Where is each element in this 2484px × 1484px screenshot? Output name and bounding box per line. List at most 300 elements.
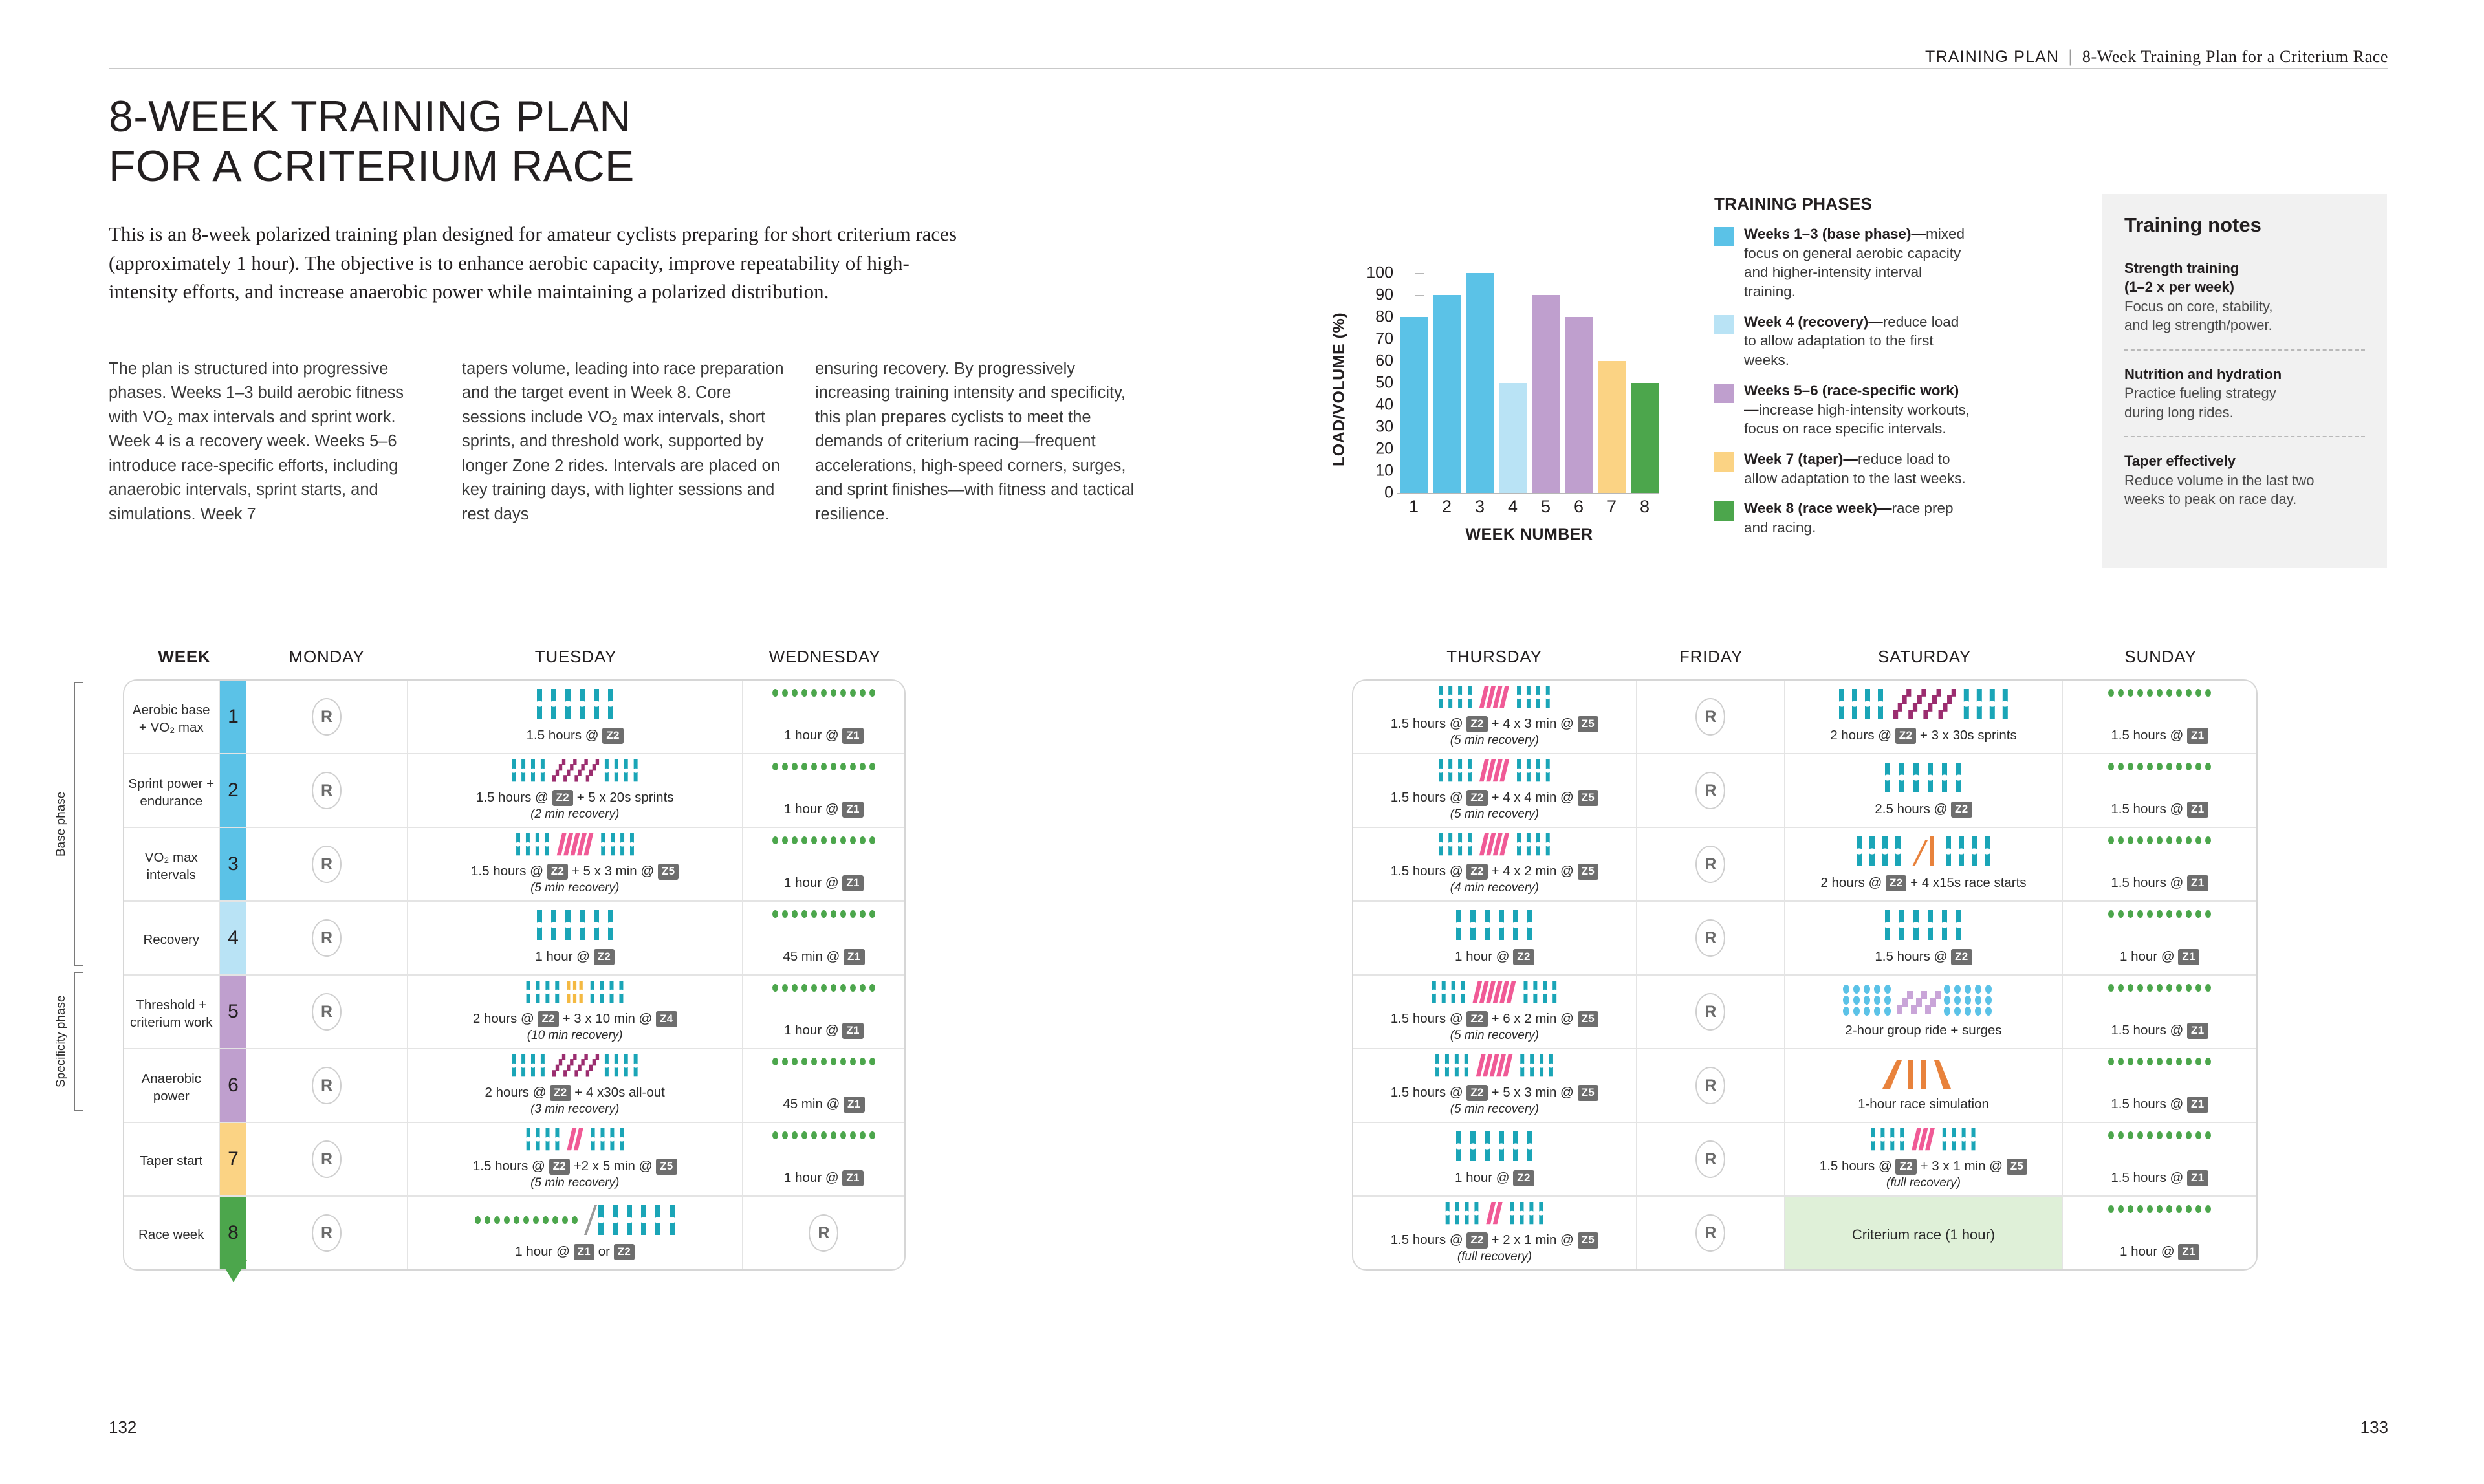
- zone-badge: Z5: [658, 864, 679, 880]
- running-head-title: 8-Week Training Plan for a Criterium Race: [2082, 47, 2388, 66]
- rest-day-marker: R: [312, 846, 342, 883]
- day-header-sunday: SUNDAY: [2124, 647, 2197, 666]
- cell-recovery-note: (full recovery): [1457, 1250, 1532, 1263]
- week-focus-cell: [124, 1197, 220, 1269]
- week-number-label: 6: [228, 1075, 239, 1096]
- note-heading: Taper effectively: [2124, 453, 2236, 470]
- cell-recovery-note: (5 min recovery): [530, 881, 620, 895]
- schedule-cell[interactable]: [2063, 902, 2256, 974]
- cell-description: 1.5 hours @ Z2 + 6 x 2 min @ Z5: [1391, 1010, 1598, 1027]
- note-heading: Strength training (1–2 x per week): [2124, 260, 2239, 296]
- cell-description: 1 hour @ Z2: [535, 948, 615, 965]
- zone-badge: Z2: [1895, 1159, 1916, 1175]
- cell-recovery-note: (2 min recovery): [530, 807, 620, 821]
- page-number-right: 133: [2360, 1417, 2388, 1437]
- workout-sparkline: [1885, 910, 1961, 944]
- legend-color-swatch: [1714, 384, 1734, 403]
- week-number-label: 8: [228, 1222, 239, 1243]
- zone-badge: Z2: [1895, 728, 1916, 744]
- cell-description: 1.5 hours @ Z1: [2111, 1170, 2208, 1186]
- zone-badge: Z5: [2007, 1159, 2027, 1175]
- note-body: Reduce volume in the last two weeks to peak on race day.: [2124, 472, 2315, 508]
- workout-sparkline: [1420, 833, 1569, 858]
- legend-item-text: Week 4 (recovery)—reduce load to allow adaptation to the first weeks.: [1744, 313, 1959, 369]
- day-header-monday: MONDAY: [289, 647, 365, 666]
- schedule-cell[interactable]: [2063, 681, 2256, 753]
- legend-item-text: Weeks 1–3 (base phase)—mixed focus on general aerobic capacity and higher-intensity interval training.: [1744, 226, 1965, 300]
- day-header-thursday: THURSDAY: [1446, 647, 1542, 666]
- schedule-cell[interactable]: [1637, 976, 1785, 1048]
- table-row: [1353, 1049, 2256, 1123]
- workout-sparkline: [496, 833, 654, 858]
- workout-sparkline: [772, 1058, 875, 1091]
- zone-badge: Z1: [2187, 728, 2208, 744]
- week-focus-cell: [124, 1049, 220, 1122]
- cell-recovery-note: (full recovery): [1886, 1176, 1961, 1190]
- legend-color-swatch: [1714, 452, 1734, 472]
- schedule-cell[interactable]: [1637, 902, 1785, 974]
- page-number-left: 132: [109, 1417, 137, 1437]
- schedule-cell[interactable]: [1353, 1123, 1637, 1195]
- cell-recovery-note: (5 min recovery): [1450, 1102, 1539, 1116]
- chart-y-tick: 50: [1375, 373, 1393, 392]
- schedule-cell[interactable]: [246, 1197, 408, 1269]
- page-title-line1: 8-WEEK TRAINING PLAN: [109, 92, 631, 141]
- schedule-cell[interactable]: [1637, 681, 1785, 753]
- zone-badge: Z4: [656, 1011, 677, 1027]
- chart-x-tick-label: 3: [1474, 497, 1485, 516]
- workout-sparkline: [772, 836, 875, 870]
- week-number-label: 1: [228, 706, 239, 727]
- phase-bracket: [74, 972, 75, 1111]
- week-number-cell: [220, 754, 247, 827]
- zone-badge: Z2: [538, 1011, 558, 1027]
- cell-recovery-note: (5 min recovery): [1450, 734, 1539, 747]
- note-heading: Nutrition and hydration: [2124, 366, 2282, 382]
- zone-badge: Z1: [844, 949, 864, 965]
- body-column-1: The plan is structured into progressive phases. Weeks 1–3 build aerobic fitness with $VO_2$ max intervals and sprint work. Week 4 is a recovery week. Weeks 5–6 introduce race-specific efforts, including anaerobic intervals, sprint starts, and simulations. Week 7: [109, 360, 404, 523]
- training-notes-list: [2124, 259, 2365, 509]
- phase-bracket: [74, 682, 75, 966]
- schedule-cell[interactable]: [2063, 976, 2256, 1048]
- workout-sparkline: [1839, 689, 2008, 723]
- schedule-grid-right: [1352, 679, 2258, 1271]
- schedule-cell[interactable]: [408, 754, 743, 827]
- zone-badge: Z2: [1886, 875, 1906, 891]
- workout-sparkline: [1853, 1128, 1993, 1153]
- training-phases-legend: [1714, 194, 1973, 549]
- zone-badge: Z2: [1466, 1232, 1487, 1249]
- zone-badge: Z1: [842, 728, 863, 744]
- page-title: [109, 92, 635, 191]
- chart-bar: [1631, 383, 1659, 493]
- schedule-cell[interactable]: [743, 1197, 904, 1269]
- schedule-cell[interactable]: [743, 754, 904, 827]
- zone-badge: Z1: [844, 1097, 864, 1113]
- schedule-cell[interactable]: [1637, 1049, 1785, 1122]
- workout-sparkline: [772, 763, 875, 796]
- zone-badge: Z2: [1466, 716, 1487, 732]
- zone-badge: Z5: [656, 1159, 677, 1175]
- schedule-cell[interactable]: [1353, 828, 1637, 900]
- chart-y-tick: 70: [1375, 329, 1393, 348]
- schedule-cell[interactable]: [246, 976, 408, 1048]
- zone-badge: Z2: [602, 728, 623, 744]
- chart-x-tick-label: 1: [1408, 497, 1419, 516]
- chart-x-tick-label: 6: [1573, 497, 1584, 516]
- table-row: [1353, 902, 2256, 976]
- zone-badge: Z1: [2187, 1097, 2208, 1113]
- chart-y-tick: 40: [1375, 395, 1393, 414]
- cell-description: 1.5 hours @ Z2 + 5 x 3 min @ Z5: [1391, 1084, 1598, 1101]
- body-column-3: ensuring recovery. By progressively increasing training intensity and specificity, this plan prepares cyclists to meet the demands of criterium racing—frequent accelerations, high-speed corners, surges, and sprint finishes—with fitness and tactical resilience.: [815, 360, 1135, 523]
- schedule-cell[interactable]: [743, 1049, 904, 1122]
- week-number-label: 5: [228, 1001, 239, 1022]
- week-focus-cell: [124, 681, 220, 753]
- zone-badge: Z2: [1513, 1170, 1534, 1186]
- cell-description: 1 hour @ Z1: [784, 727, 864, 744]
- chart-y-tick: 0: [1384, 483, 1393, 502]
- week-focus-label: VO₂ max intervals: [144, 850, 198, 882]
- cell-description: 1.5 hours @ Z2 + 5 x 3 min @ Z5: [471, 863, 679, 880]
- schedule-cell[interactable]: [246, 902, 408, 974]
- legend-item: [1714, 499, 1973, 537]
- body-column-2: tapers volume, leading into race preparation and the target event in Week 8. Core sessions include $VO_2$ max intervals, short sprints, and threshold work, supported by longer Zone 2 rides. Intervals are placed on key training days, with lighter sessions and rest days: [462, 360, 784, 523]
- workout-sparkline: [1415, 1054, 1573, 1080]
- table-row: [124, 681, 904, 754]
- week-number-label: 3: [228, 853, 239, 875]
- legend-item-list: [1714, 224, 1973, 538]
- zone-badge: Z1: [2178, 1244, 2199, 1260]
- zone-badge: Z2: [1466, 1085, 1487, 1101]
- chart-x-axis-line: [1397, 493, 1659, 494]
- schedule-cell[interactable]: [743, 1123, 904, 1195]
- rest-day-marker: R: [1695, 1067, 1725, 1104]
- schedule-cell[interactable]: [2063, 1197, 2256, 1269]
- table-row: [1353, 1197, 2256, 1269]
- chart-y-tick: 100: [1366, 263, 1393, 282]
- schedule-cell[interactable]: [2063, 1123, 2256, 1195]
- workout-sparkline: [1429, 1202, 1560, 1227]
- schedule-cell[interactable]: [2063, 1049, 2256, 1122]
- day-header-row-left: [123, 647, 1168, 679]
- workout-sparkline: [2108, 1058, 2211, 1091]
- note-divider: [2124, 436, 2365, 437]
- cell-description: 2 hours @ Z2 + 4 x15s race starts: [1820, 875, 2027, 891]
- workout-sparkline: [1875, 1058, 1972, 1091]
- workout-sparkline: [1885, 763, 1961, 796]
- running-head-separator: |: [2068, 47, 2073, 66]
- legend-color-swatch: [1714, 315, 1734, 334]
- chart-y-tick: 80: [1375, 307, 1393, 326]
- schedule-cell[interactable]: [1785, 1123, 2063, 1195]
- chart-bar: [1598, 361, 1626, 493]
- legend-item: [1714, 450, 1973, 488]
- schedule-cell[interactable]: [1353, 902, 1637, 974]
- cell-description: 1.5 hours @ Z1: [2111, 727, 2208, 744]
- workout-sparkline: [537, 689, 613, 723]
- chart-y-tick: 90: [1375, 285, 1393, 304]
- schedule-cell[interactable]: [408, 1197, 743, 1269]
- schedule-cell[interactable]: [1637, 1197, 1785, 1269]
- workout-sparkline: [537, 910, 613, 944]
- rest-day-marker: R: [1695, 919, 1725, 957]
- legend-color-swatch: [1714, 501, 1734, 521]
- rest-day-marker: R: [1695, 846, 1725, 883]
- zone-badge: Z2: [549, 1159, 570, 1175]
- legend-item: [1714, 381, 1973, 439]
- zone-badge: Z1: [2187, 802, 2208, 818]
- schedule-cell[interactable]: [1353, 754, 1637, 827]
- week-focus-label: Aerobic base + VO₂ max: [132, 703, 210, 735]
- table-row: [124, 976, 904, 1049]
- schedule-cell[interactable]: [743, 902, 904, 974]
- week-focus-label: Anaerobic power: [141, 1071, 201, 1104]
- chart-bar: [1433, 295, 1461, 493]
- load-volume-chart: [1330, 259, 1669, 563]
- workout-sparkline: [2108, 1205, 2211, 1239]
- cell-description: 2 hours @ Z2 + 3 x 30s sprints: [1830, 728, 2017, 743]
- table-row: [1353, 1123, 2256, 1197]
- workout-sparkline: [1842, 984, 2004, 1018]
- schedule-table-right: [1352, 647, 2374, 1271]
- table-row: [124, 828, 904, 902]
- schedule-cell[interactable]: [408, 1049, 743, 1122]
- zone-badge: Z1: [2187, 1023, 2208, 1039]
- chart-bar: [1565, 317, 1593, 493]
- legend-color-swatch: [1714, 227, 1734, 246]
- table-row: [124, 1123, 904, 1197]
- rest-day-marker: R: [312, 1067, 342, 1104]
- cell-description: 1.5 hours @ Z2 + 5 x 20s sprints: [475, 789, 674, 805]
- cell-description: 2 hours @ Z2 + 3 x 10 min @ Z4: [473, 1010, 677, 1027]
- schedule-cell[interactable]: [2063, 828, 2256, 900]
- week-focus-label: Sprint power + endurance: [128, 776, 215, 809]
- day-header-saturday: SATURDAY: [1877, 647, 1972, 666]
- zone-badge: Z1: [574, 1244, 594, 1260]
- schedule-cell[interactable]: [743, 828, 904, 900]
- cell-description: 1 hour @ Z1 or Z2: [515, 1243, 635, 1260]
- chart-x-tick-labels: [1400, 497, 1659, 517]
- note-body: Focus on core, stability, and leg strength/power.: [2124, 298, 2273, 334]
- schedule-cell[interactable]: [408, 828, 743, 900]
- rest-day-marker: R: [809, 1214, 838, 1252]
- workout-sparkline: [772, 984, 875, 1018]
- chart-y-axis-label: LOAD/VOLUME (%): [1330, 312, 1348, 467]
- week-focus-label: Taper start: [140, 1153, 203, 1169]
- chart-bar: [1466, 273, 1494, 493]
- schedule-cell[interactable]: [743, 976, 904, 1048]
- schedule-cell[interactable]: [408, 976, 743, 1048]
- cell-description: 1.5 hours @ Z2 +2 x 5 min @ Z5: [473, 1158, 677, 1175]
- rest-day-marker: R: [312, 772, 342, 809]
- workout-sparkline: [510, 981, 640, 1006]
- week-focus-label: Threshold + criterium work: [129, 998, 213, 1030]
- zone-badge: Z2: [547, 864, 568, 880]
- zone-badge: Z1: [2187, 1170, 2208, 1186]
- header-rule: [109, 68, 2388, 69]
- cell-description: 1 hour @ Z1: [784, 875, 864, 891]
- week-number-label: 4: [228, 927, 239, 948]
- workout-sparkline: [1420, 759, 1569, 785]
- zone-badge: Z1: [2178, 949, 2199, 965]
- schedule-cell[interactable]: [246, 681, 408, 753]
- rest-day-marker: R: [312, 993, 342, 1031]
- workout-sparkline: [1857, 836, 1990, 870]
- schedule-cell[interactable]: [246, 1123, 408, 1195]
- week-focus-cell: [124, 1123, 220, 1195]
- table-row: [124, 754, 904, 828]
- cell-description: 1.5 hours @ Z2: [1875, 948, 1972, 965]
- workout-sparkline: [2108, 763, 2211, 796]
- workout-sparkline: [1420, 686, 1569, 711]
- cell-description: 1.5 hours @ Z2: [527, 727, 624, 744]
- cell-description: 1.5 hours @ Z1: [2111, 1096, 2208, 1113]
- schedule-cell[interactable]: [1785, 681, 2063, 753]
- schedule-cell[interactable]: [1353, 1197, 1637, 1269]
- legend-title: TRAINING PHASES: [1714, 194, 1873, 213]
- workout-sparkline: [490, 1054, 659, 1080]
- workout-sparkline: [1456, 910, 1532, 944]
- rest-day-marker: R: [312, 1214, 342, 1252]
- chart-bars: [1400, 273, 1659, 493]
- schedule-cell[interactable]: [2063, 754, 2256, 827]
- schedule-table-left: [54, 647, 1168, 1271]
- cell-description: 1.5 hours @ Z2 + 2 x 1 min @ Z5: [1391, 1232, 1598, 1249]
- cell-description: 1.5 hours @ Z1: [2111, 1022, 2208, 1039]
- zone-badge: Z5: [1578, 716, 1598, 732]
- zone-badge: Z1: [842, 1170, 863, 1186]
- schedule-cell[interactable]: [1785, 1197, 2063, 1269]
- cell-recovery-note: (5 min recovery): [1450, 1029, 1539, 1042]
- workout-sparkline: [1411, 981, 1578, 1006]
- rest-day-marker: R: [1695, 993, 1725, 1031]
- schedule-cell[interactable]: [1637, 1123, 1785, 1195]
- cell-description: 1 hour @ Z1: [784, 801, 864, 818]
- rest-day-marker: R: [312, 1140, 342, 1178]
- schedule-cell[interactable]: [1785, 1049, 2063, 1122]
- cell-description: 1.5 hours @ Z2 + 4 x 4 min @ Z5: [1391, 789, 1598, 806]
- schedule-cell[interactable]: [408, 681, 743, 753]
- schedule-grid-left: [123, 679, 906, 1271]
- day-header-row-right: [1352, 647, 2374, 679]
- week-number-cell: [220, 828, 247, 900]
- table-row: [124, 1197, 904, 1269]
- rest-day-marker: R: [312, 698, 342, 736]
- schedule-cell[interactable]: [1637, 828, 1785, 900]
- workout-sparkline: [1456, 1131, 1532, 1165]
- rest-day-marker: R: [1695, 1140, 1725, 1178]
- zone-badge: Z2: [1466, 790, 1487, 806]
- zone-badge: Z2: [1466, 1011, 1487, 1027]
- chart-bar: [1532, 295, 1560, 493]
- cell-description: 2.5 hours @ Z2: [1875, 801, 1972, 818]
- schedule-cell[interactable]: [1353, 681, 1637, 753]
- schedule-cell[interactable]: [1785, 976, 2063, 1048]
- week-focus-cell: [124, 828, 220, 900]
- workout-sparkline: [510, 1128, 640, 1153]
- cell-description: 1 hour @ Z1: [2120, 1243, 2199, 1260]
- schedule-cell[interactable]: [408, 1123, 743, 1195]
- legend-item-text: Week 8 (race week)—race prep and racing.: [1744, 500, 1954, 536]
- training-notes-panel: [2102, 194, 2387, 568]
- cell-description: 2 hours @ Z2 + 4 x30s all-out: [485, 1084, 665, 1100]
- training-note: [2124, 365, 2365, 422]
- day-header-friday: FRIDAY: [1679, 647, 1743, 666]
- chart-x-axis-label: WEEK NUMBER: [1465, 525, 1593, 543]
- schedule-cell[interactable]: [408, 902, 743, 974]
- cell-description: 1 hour @ Z1: [2120, 948, 2199, 965]
- chart-x-tick-label: 5: [1540, 497, 1551, 516]
- phase-label: Base phase: [54, 791, 68, 857]
- schedule-cell[interactable]: [246, 1049, 408, 1122]
- schedule-cell[interactable]: [246, 754, 408, 827]
- cell-description: 1.5 hours @ Z2 + 4 x 3 min @ Z5: [1391, 715, 1598, 732]
- chart-bar: [1499, 383, 1527, 493]
- schedule-cell[interactable]: [246, 828, 408, 900]
- workout-sparkline: [772, 689, 875, 723]
- zone-badge: Z2: [1951, 802, 1972, 818]
- zone-badge: Z1: [842, 875, 863, 891]
- cell-description: 1-hour race simulation: [1858, 1097, 1989, 1112]
- zone-badge: Z5: [1578, 790, 1598, 806]
- cell-description: Criterium race (1 hour): [1851, 1227, 1996, 1243]
- running-head: [1925, 47, 2388, 67]
- chart-y-tick: 60: [1375, 351, 1393, 370]
- zone-badge: Z2: [594, 949, 615, 965]
- table-row: [1353, 976, 2256, 1049]
- week-focus-label: Recovery: [143, 932, 200, 948]
- page-title-line2: FOR A CRITERIUM RACE: [109, 141, 635, 191]
- week-number-cell: [220, 976, 247, 1048]
- running-head-category: TRAINING PLAN: [1924, 48, 2060, 66]
- week-number-label: 7: [228, 1148, 239, 1170]
- chart-plot-area: [1400, 273, 1659, 493]
- legend-item: [1714, 224, 1973, 301]
- workout-sparkline: [475, 1205, 675, 1239]
- schedule-cell[interactable]: [1785, 754, 2063, 827]
- rest-day-marker: R: [1695, 1214, 1725, 1252]
- zone-badge: Z5: [1578, 864, 1598, 880]
- schedule-cell[interactable]: [1637, 754, 1785, 827]
- week-number-cell: [220, 1123, 247, 1195]
- table-row: [124, 1049, 904, 1123]
- chart-x-tick-label: 8: [1639, 497, 1650, 516]
- day-header-wednesday: WEDNESDAY: [768, 647, 881, 666]
- schedule-cell[interactable]: [743, 681, 904, 753]
- week-number-cell: [220, 1197, 247, 1269]
- table-row: [1353, 828, 2256, 902]
- phase-label: Specificity phase: [54, 995, 68, 1088]
- cell-description: 2-hour group ride + surges: [1845, 1023, 2002, 1038]
- zone-badge: Z2: [1513, 949, 1534, 965]
- table-row: [1353, 681, 2256, 754]
- schedule-cell[interactable]: [1353, 1049, 1637, 1122]
- training-notes-title: Training notes: [2124, 213, 2261, 236]
- week-focus-label: Race week: [138, 1227, 204, 1243]
- training-note: [2124, 259, 2365, 335]
- schedule-cell[interactable]: [1785, 828, 2063, 900]
- zone-badge: Z5: [1578, 1085, 1598, 1101]
- legend-item-text: Weeks 5–6 (race-specific work)—increase high-intensity workouts, focus on race specific intervals.: [1744, 382, 1970, 437]
- schedule-cell[interactable]: [1353, 976, 1637, 1048]
- zone-badge: Z2: [552, 790, 573, 806]
- chart-y-tick: 30: [1375, 417, 1393, 436]
- zone-badge: Z1: [842, 802, 863, 818]
- chart-x-tick-label: 4: [1507, 497, 1518, 516]
- cell-recovery-note: (10 min recovery): [527, 1029, 623, 1042]
- schedule-cell[interactable]: [1785, 902, 2063, 974]
